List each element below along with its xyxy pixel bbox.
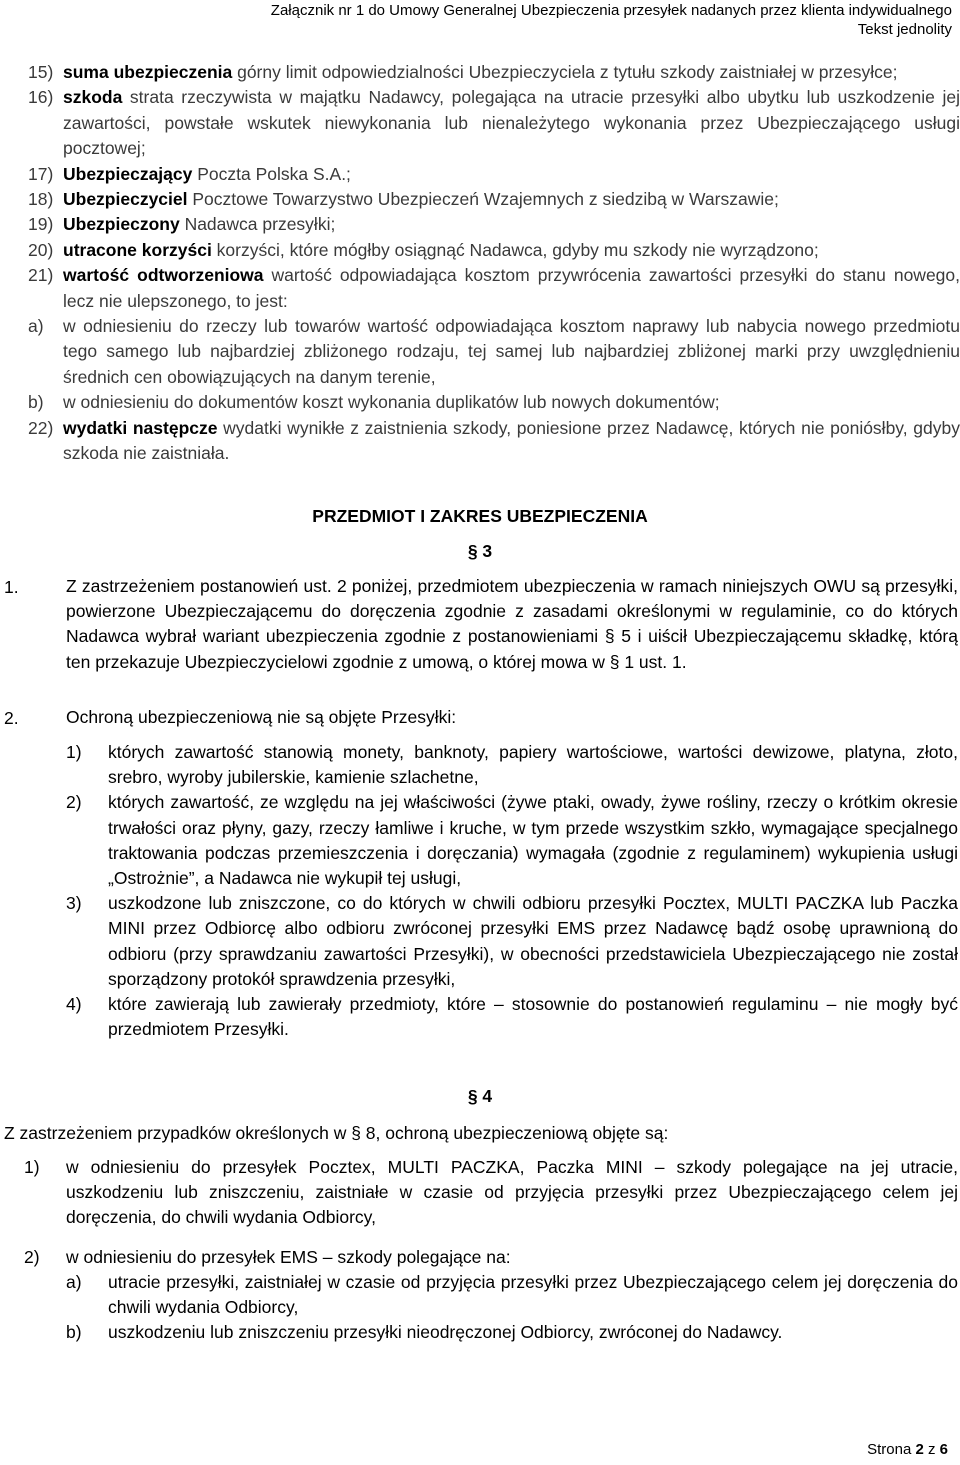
definition-item: 20) utracone korzyści korzyści, które mógłby osiągnąć Nadawca, gdyby mu szkody nie wyrządzono;	[28, 239, 819, 260]
paragraph-3-label: § 3	[467, 541, 493, 561]
definition-item: 16) szkoda strata rzeczywista w majątku Nadawcy, polegająca na utracie przesyłki albo ubytku lub uszkodzenie jej zawartości, powstałe wskutek niewykonania lub nienależytego wykonania przez Ubezpieczającego usługi pocztowej;	[28, 87, 960, 159]
section-title: PRZEDMIOT I ZAKRES UBEZPIECZENIA	[312, 506, 648, 526]
page-footer: Strona 2 z 6	[867, 1441, 948, 1458]
point-number: 2.	[4, 708, 19, 728]
paragraph-3-point-2: Ochroną ubezpieczeniową nie są objęte Przesyłki:	[66, 707, 457, 727]
header-subtitle: Tekst jednolity	[857, 21, 952, 38]
definition-item: 15) suma ubezpieczenia górny limit odpowiedzialności Ubezpieczyciela z tytułu szkody zaistniałej w przesyłce;	[28, 62, 898, 82]
total-pages: 6	[939, 1441, 948, 1458]
header-title: Załącznik nr 1 do Umowy Generalnej Ubezpieczenia przesyłek nadanych przez klienta indywidualnego	[270, 2, 952, 19]
paragraph-4-label: § 4	[467, 1086, 493, 1106]
list-subitem: b) uszkodzeniu lub zniszczeniu przesyłki nieodręczonej Odbiorcy, zwróconej do Nadawcy.	[66, 1322, 783, 1343]
definition-item: 22) wydatki następcze wydatki wynikłe z zaistnienia szkody, poniesione przez Nadawcę, których nie poniósłby, gdyby szkoda nie zaistniała.	[28, 417, 960, 464]
current-page: 2	[915, 1441, 924, 1458]
definitions-list	[28, 60, 960, 467]
point-number: 1.	[4, 577, 19, 597]
list-item: 1) w odniesieniu do przesyłek Pocztex, MULTI PACZKA, Paczka MINI – szkody polegające na jej utracie, uszkodzeniu lub zniszczeniu, zaistniałe w czasie od przyjęcia przesyłki przez Ubezpieczającego celem jej doręczenia, do chwili wydania Odbiorcy,	[24, 1157, 958, 1228]
definition-subitem: b) w odniesieniu do dokumentów koszt wykonania duplikatów lub nowych dokumentów;	[28, 392, 720, 413]
definition-item: 19) Ubezpieczony Nadawca przesyłki;	[28, 214, 336, 235]
definition-item: 18) Ubezpieczyciel Pocztowe Towarzystwo Ubezpieczeń Wzajemnych z siedzibą w Warszawie;	[28, 189, 779, 210]
page-header	[271, 1, 952, 39]
definition-subitem: a) w odniesieniu do rzeczy lub towarów wartość odpowiadająca kosztom naprawy lub nabycia nowego przedmiotu tego samego lub najbardziej zbliżonego rodzaju, tej samej lub najbardziej zbliżonej marki przy uwzględnieniu średnich cen obowiązujących na danym terenie,	[28, 316, 960, 387]
coverage-list	[24, 1155, 958, 1345]
definition-item: 21) wartość odtworzeniowa wartość odpowiadająca kosztom przywrócenia zawartości przesyłki do stanu nowego, lecz nie ulepszonego, to jest:	[28, 265, 960, 311]
list-item: 2) których zawartość, ze względu na jej właściwości (żywe ptaki, owady, żywe rośliny, rzeczy o krótkim okresie trwałości oraz płyny, gazy, rzeczy łamliwe i kruche, w tym przede wszystkim szkło, wymagające specjalnego traktowania podczas przemieszczenia i doręczania) wymagała (zgodnie z regulaminem) wykupienia usługi „Ostrożnie”, a Nadawca nie wykupił tej usługi,	[66, 792, 958, 889]
definition-item: 17) Ubezpieczający Poczta Polska S.A.;	[28, 163, 351, 184]
list-item: 2) w odniesieniu do przesyłek EMS – szkody polegające na:	[24, 1246, 511, 1267]
exclusions-list	[66, 740, 958, 1042]
paragraph-4-intro: Z zastrzeżeniem przypadków określonych w § 8, ochroną ubezpieczeniową objęte są:	[4, 1123, 669, 1143]
list-item: 3) uszkodzone lub zniszczone, co do których w chwili odbioru przesyłki Pocztex, MULTI PACZKA lub Paczka MINI przez Odbiorcę albo odbioru zwróconej przesyłki EMS przez Nadawcę bądź osobę uprawnioną do odbioru (przy sprawdzaniu zawartości Przesyłki), w obecności przedstawiciela Ubezpieczającego nie został sporządzony protokół sprawdzenia przesyłki,	[66, 893, 958, 989]
list-item: 1) których zawartość stanowią monety, banknoty, papiery wartościowe, wartości dewizowe, platyna, złoto, srebro, wyroby jubilerskie, kamienie szlachetne,	[66, 742, 958, 788]
paragraph-3-point-1: Z zastrzeżeniem postanowień ust. 2 poniżej, przedmiotem ubezpieczenia w ramach niniejszych OWU są przesyłki, powierzone Ubezpieczającemu do doręczenia zgodnie z zasadami określonymi w regulaminie, co do których Nadawca wybrał wariant ubezpieczenia zgodnie z postanowieniami § 5 i uiścił Ubezpieczającemu składkę, którą ten przekazuje Ubezpieczycielowi zgodnie z umową, o której mowa w § 1 ust. 1.	[66, 576, 958, 672]
list-item: 4) które zawierają lub zawierały przedmioty, które – stosownie do postanowień regulaminu – nie mogły być przedmiotem Przesyłki.	[66, 994, 958, 1040]
list-subitem: a) utracie przesyłki, zaistniałej w czasie od przyjęcia przesyłki przez Ubezpieczającego celem jej doręczenia do chwili wydania Odbiorcy,	[66, 1271, 958, 1318]
